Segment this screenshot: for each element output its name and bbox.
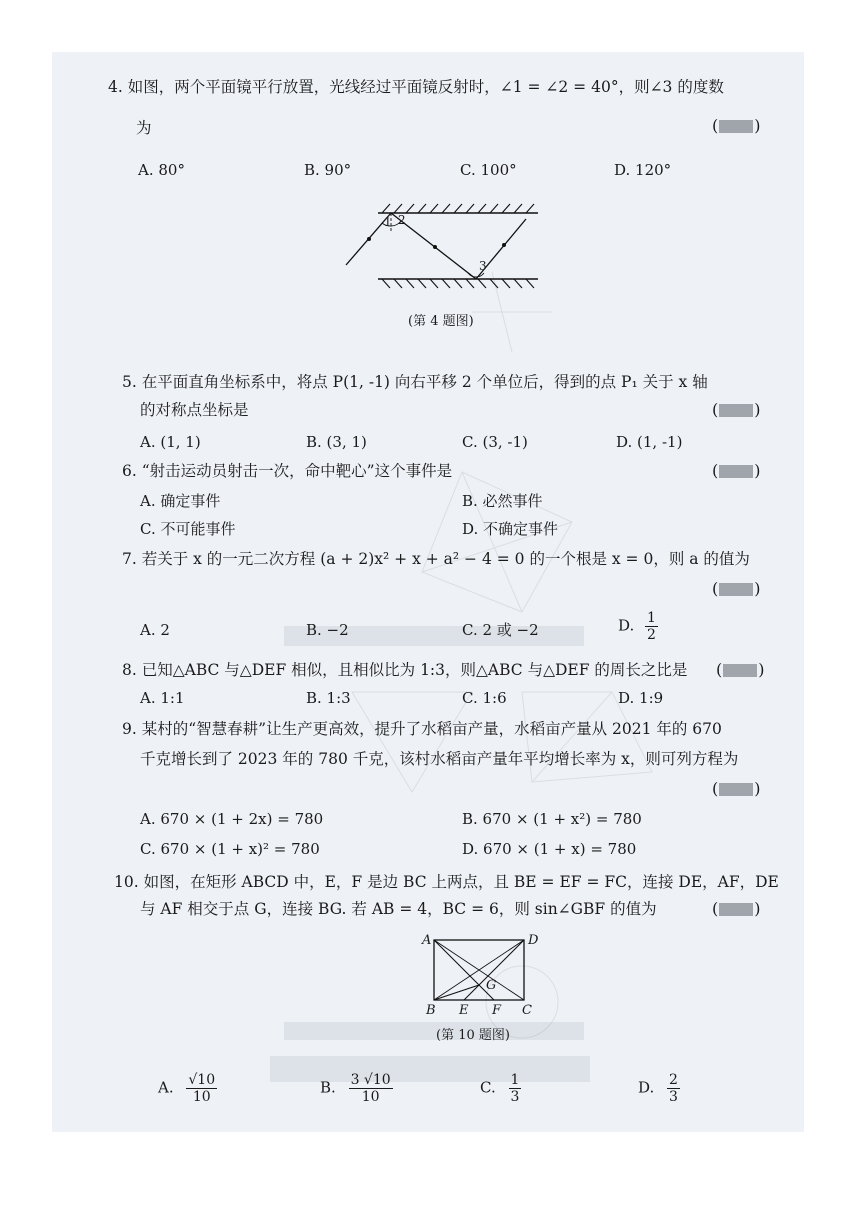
question-8-answer-slot[interactable]: ( ) [716, 660, 765, 679]
question-5-option-b[interactable]: B. (3, 1) [306, 433, 367, 451]
fraction-option-a: $\frac{√10}{10}$ [188, 1072, 216, 1105]
question-5-option-a[interactable]: A. (1, 1) [140, 433, 201, 451]
question-9-option-b[interactable]: B. 670 × (1 + x²) = 780 [462, 810, 642, 828]
question-7-stem: 7. 若关于 x 的一元二次方程 (a + 2)x² + x + a² − 4 = 0 的一个根是 x = 0，则 a 的值为 [122, 550, 750, 568]
question-9-stem-cont: 千克增长到了 2023 年的 780 千克，该村水稻亩产量年平均增长率为 x，则可列方程为 [140, 750, 739, 768]
question-10-answer-slot[interactable]: ( ) [712, 899, 761, 918]
question-5-stem-cont: 的对称点坐标是 [140, 401, 249, 419]
fraction-option-b: $\frac{3 √10}{10}$ [350, 1072, 391, 1105]
question-10-option-b[interactable]: B. $\frac{3 √10}{10}$ [320, 1072, 391, 1105]
exam-page [52, 52, 804, 1132]
question-8-option-d[interactable]: D. 1:9 [618, 689, 664, 707]
question-4-option-d[interactable]: D. 120° [614, 161, 672, 179]
question-7-option-c[interactable]: C. 2 或 −2 [462, 621, 539, 639]
vertex-label-c: C [522, 1003, 532, 1018]
question-9-stem: 9. 某村的“智慧春耕”让生产更高效，提升了水稻亩产量，水稻亩产量从 2021 年的 670 [122, 720, 722, 738]
question-9-option-d[interactable]: D. 670 × (1 + x) = 780 [462, 840, 637, 858]
question-8-stem: 8. 已知△ABC 与△DEF 相似，且相似比为 1:3，则△ABC 与△DEF 的周长之比是 [122, 661, 688, 679]
question-6-option-d[interactable]: D. 不确定事件 [462, 520, 559, 538]
question-6-answer-slot[interactable]: ( ) [712, 461, 761, 480]
question-5-option-d[interactable]: D. (1, -1) [616, 433, 683, 451]
question-4-stem-cont: 为 [136, 119, 152, 137]
figure-4-caption: (第 4 题图) [408, 314, 474, 329]
question-6-option-a[interactable]: A. 确定事件 [140, 492, 221, 510]
question-5-stem: 5. 在平面直角坐标系中，将点 P(1, -1) 向右平移 2 个单位后，得到的点 P₁ 关于 x 轴 [122, 373, 708, 391]
question-7-option-a[interactable]: A. 2 [140, 621, 170, 639]
rectangle-figure [52, 52, 804, 1132]
question-7-option-d[interactable]: D. $\frac{1}{2}$ [618, 610, 656, 643]
point-label-f: F [492, 1003, 502, 1018]
vertex-label-a: A [422, 933, 432, 948]
question-10-option-c[interactable]: C. $\frac{1}{3}$ [480, 1072, 520, 1105]
question-4-option-a[interactable]: A. 80° [138, 161, 185, 179]
question-8-option-a[interactable]: A. 1:1 [140, 689, 185, 707]
question-6-option-c[interactable]: C. 不可能事件 [140, 520, 236, 538]
question-10-option-a[interactable]: A. $\frac{√10}{10}$ [158, 1072, 216, 1105]
question-4-option-c[interactable]: C. 100° [460, 161, 517, 179]
question-10-stem: 10. 如图，在矩形 ABCD 中，E，F 是边 BC 上两点，且 BE = EF = FC，连接 DE，AF，DE [114, 873, 779, 891]
question-10-option-d[interactable]: D. $\frac{2}{3}$ [638, 1072, 678, 1105]
figure-10-caption: (第 10 题图) [436, 1028, 510, 1043]
angle-label-1: 1 [384, 215, 392, 229]
question-8-option-b[interactable]: B. 1:3 [306, 689, 351, 707]
question-10-stem-cont: 与 AF 相交于点 G，连接 BG. 若 AB = 4，BC = 6，则 sin∠GBF 的值为 [140, 900, 657, 918]
question-9-answer-slot[interactable]: ( ) [712, 779, 761, 798]
question-4-option-b[interactable]: B. 90° [304, 161, 352, 179]
vertex-label-b: B [426, 1003, 436, 1018]
question-7-answer-slot[interactable]: ( ) [712, 579, 761, 598]
question-6-stem: 6. “射击运动员射击一次，命中靶心”这个事件是 [122, 462, 453, 480]
question-4-stem: 4. 如图，两个平面镜平行放置，光线经过平面镜反射时，∠1 = ∠2 = 40°，则∠3 的度数 [108, 78, 724, 96]
fraction-one-half: $\frac{1}{2}$ [647, 610, 656, 643]
question-8-option-c[interactable]: C. 1:6 [462, 689, 507, 707]
question-4-answer-slot[interactable]: ( ) [712, 116, 761, 135]
question-5-answer-slot[interactable]: ( ) [712, 400, 761, 419]
point-label-e: E [459, 1003, 469, 1018]
vertex-label-d: D [528, 933, 539, 948]
fraction-option-d: $\frac{2}{3}$ [669, 1072, 678, 1105]
question-9-option-a[interactable]: A. 670 × (1 + 2x) = 780 [140, 810, 324, 828]
fraction-option-c: $\frac{1}{3}$ [510, 1072, 520, 1105]
question-7-option-b[interactable]: B. −2 [306, 621, 349, 639]
question-6-option-b[interactable]: B. 必然事件 [462, 492, 543, 510]
question-5-option-c[interactable]: C. (3, -1) [462, 433, 528, 451]
angle-label-2: 2 [398, 213, 406, 227]
question-9-option-c[interactable]: C. 670 × (1 + x)² = 780 [140, 840, 320, 858]
point-label-g: G [486, 978, 497, 993]
angle-label-3: 3 [479, 259, 487, 273]
